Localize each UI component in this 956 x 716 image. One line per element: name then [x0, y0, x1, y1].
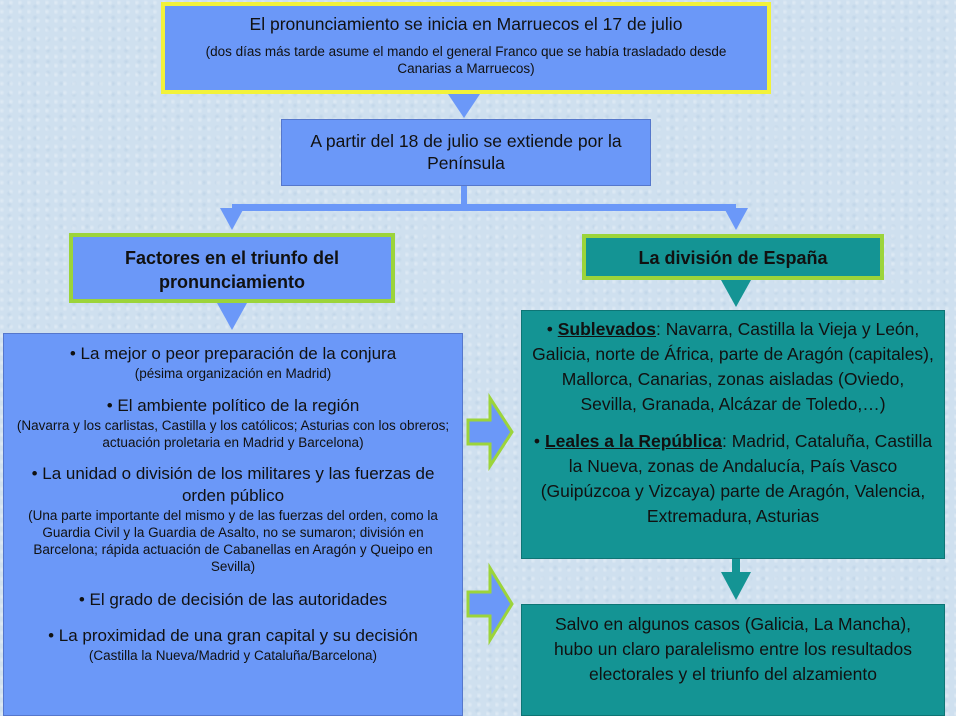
- division-box: [521, 310, 945, 559]
- factor-note: (Castilla la Nueva/Madrid y Cataluña/Barcelona): [88, 648, 378, 663]
- factor-title: • La unidad o división de los militares y las fuerzas de orden público: [31, 464, 435, 505]
- factors-header: [69, 233, 395, 303]
- factor-item: [8, 589, 458, 611]
- sublevados-label: Sublevados: [557, 319, 656, 339]
- second-box: [281, 119, 651, 186]
- factors-box: [3, 333, 463, 716]
- leales-bullet: •: [533, 431, 541, 451]
- top-box: [161, 2, 771, 94]
- arrow-right-upper: [468, 398, 512, 466]
- conclusion-box: [521, 604, 945, 716]
- sublevados-item: [532, 317, 934, 417]
- arrow-down-conclusion: [721, 572, 751, 600]
- leales-label: Leales a la República: [544, 431, 722, 451]
- arrow-down-factors: [217, 303, 247, 330]
- arrow-down-right-header: [724, 208, 748, 230]
- factor-note: (Navarra y los carlistas, Castilla y los católicos; Asturias con los obreros; actuación proletaria en Madrid y Barcelona): [16, 418, 450, 450]
- factors-header-text: Factores en el triunfo del pronunciamiento: [124, 248, 340, 292]
- arrow-right-lower: [468, 568, 512, 640]
- leales-text: : Madrid, Cataluña, Castilla la Nueva, zonas de Andalucía, País Vasco (Guipúzcoa y Vizcaya) parte de Aragón, Valencia, Extremadura, Asturias: [540, 431, 933, 526]
- arrow-down-to-second: [448, 94, 480, 118]
- second-box-text: A partir del 18 de julio se extiende por la Península: [310, 131, 622, 173]
- factor-title: • El grado de decisión de las autoridades: [78, 590, 388, 609]
- sublevados-bullet: •: [546, 319, 553, 339]
- factor-note: (pésima organización en Madrid): [134, 366, 332, 381]
- arrow-down-left-header: [220, 208, 244, 230]
- factor-title: • El ambiente político de la región: [106, 396, 360, 415]
- division-header-text: La división de España: [638, 248, 828, 268]
- factor-item: [8, 463, 458, 575]
- connector-teal-stem: [732, 558, 740, 574]
- arrow-down-division: [721, 280, 751, 307]
- leales-item: [532, 429, 934, 529]
- top-box-title: El pronunciamiento se inicia en Marruecos el 17 de julio: [249, 14, 683, 34]
- division-header: [582, 234, 884, 280]
- factor-note: (Una parte importante del mismo y de las fuerzas del orden, como la Guardia Civil y la Guardia de Asalto, no se sumaron; división en Barcelona; rápida actuación de Cabanellas en Aragón y Queipo en Sevilla): [28, 508, 438, 574]
- factor-item: [8, 343, 458, 382]
- factor-item: [8, 625, 458, 664]
- conclusion-text: Salvo en algunos casos (Galicia, La Mancha), hubo un claro paralelismo entre los resultados electorales y el triunfo del alzamiento: [554, 614, 912, 684]
- top-box-note: (dos días más tarde asume el mando el general Franco que se había trasladado desde Canarias a Marruecos): [205, 44, 727, 76]
- factor-item: [8, 395, 458, 451]
- sublevados-text: : Navarra, Castilla la Vieja y León, Galicia, norte de África, parte de Aragón (capitales), Mallorca, Canarias, zonas aisladas (Oviedo, Sevilla, Granada, Alcázar de Toledo,…): [532, 319, 934, 414]
- factor-title: • La proximidad de una gran capital y su decisión: [48, 626, 418, 645]
- factor-title: • La mejor o peor preparación de la conjura: [69, 344, 397, 363]
